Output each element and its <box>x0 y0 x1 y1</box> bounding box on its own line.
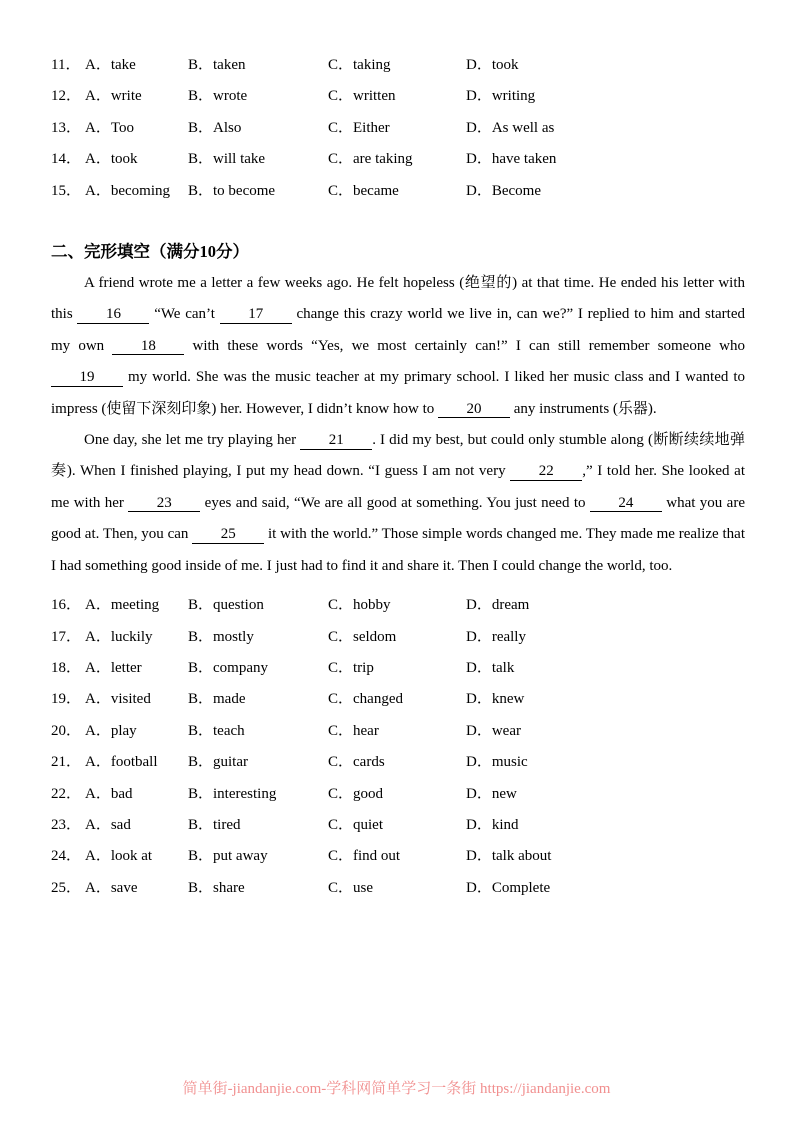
questions-16-25 <box>51 590 745 904</box>
option-a: A．letter <box>85 659 142 676</box>
question-number: 16． <box>51 597 82 614</box>
question-number: 22． <box>51 785 82 802</box>
question-number: 15． <box>51 182 82 199</box>
option-d: D．kind <box>466 816 519 833</box>
option-a: A．took <box>85 151 138 168</box>
option-a: A．becoming <box>85 182 170 199</box>
footer-watermark: 简单街-jiandanjie.com-学科网简单学习一条街 https://jiandanjie.com <box>182 1081 611 1097</box>
question-row <box>51 684 745 715</box>
question-number: 19． <box>51 691 82 708</box>
option-d: D．talk <box>466 659 515 676</box>
cloze-blank: 18 <box>112 338 184 356</box>
question-row <box>51 50 745 81</box>
question-row <box>51 716 745 747</box>
option-b: B．interesting <box>188 785 277 802</box>
question-number: 21． <box>51 754 82 771</box>
option-c: C．cards <box>328 754 385 771</box>
question-number: 23． <box>51 816 82 833</box>
option-b: B．taken <box>188 57 246 73</box>
cloze-passage <box>51 268 745 582</box>
option-d: D．knew <box>466 691 525 708</box>
questions-11-15 <box>51 50 745 207</box>
option-b: B．wrote <box>188 88 248 105</box>
question-number: 18． <box>51 659 82 676</box>
question-row <box>51 144 745 175</box>
question-row <box>51 590 745 621</box>
question-number: 12． <box>51 88 82 105</box>
option-c: C．hear <box>328 722 379 739</box>
option-a: A．save <box>85 879 138 896</box>
question-number: 24． <box>51 848 82 865</box>
option-d: D．took <box>466 57 519 73</box>
option-c: C．use <box>328 879 374 896</box>
option-b: B．made <box>188 691 246 708</box>
cloze-blank: 22 <box>510 463 582 481</box>
option-a: A．luckily <box>85 628 153 645</box>
option-b: B．Also <box>188 119 242 136</box>
option-b: B．teach <box>188 722 245 739</box>
passage-paragraph: One day, she let me try playing her 21 . I did my best, but could only stumble along (断断续续地弹奏). When I finished playing, I put my head down. “I guess I am not very 22 ,” I told her. She looked at me with her 23 eyes and said, “We are all good at something. You just need to 24 what you are good at. Then, you can 25 it with the world.” Those simple words changed me. They made me realize that I had something good inside of me. I just had to find it and share it. Then I could change the world, too. <box>51 432 745 574</box>
question-number: 11． <box>51 57 81 73</box>
option-d: D．new <box>466 785 517 802</box>
option-a: A．play <box>85 722 137 739</box>
question-number: 14． <box>51 151 82 168</box>
option-a: A．football <box>85 754 158 771</box>
question-row <box>51 810 745 841</box>
question-row <box>51 176 745 207</box>
option-d: D．have taken <box>466 151 557 168</box>
option-a: A．Too <box>85 119 134 136</box>
option-a: A．visited <box>85 691 151 708</box>
question-row <box>51 81 745 112</box>
option-a: A．bad <box>85 785 133 802</box>
question-row <box>51 113 745 144</box>
option-c: C．hobby <box>328 597 391 614</box>
option-b: B．guitar <box>188 754 248 771</box>
cloze-blank: 16 <box>77 306 149 324</box>
passage-paragraph: A friend wrote me a letter a few weeks ago. He felt hopeless (绝望的) at that time. He ended his letter with this 16 “We can’t 17 change this crazy world we live in, can we?” I replied to him and started my own 18 with these words “Yes, we most certainly can!” I can still remember someone who 19 my world. She was the music teacher at my primary school. I liked her music class and I wanted to impress (使留下深刻印象) her. However, I didn’t know how to 20 any instruments (乐器). <box>51 275 745 417</box>
option-b: B．share <box>188 879 245 896</box>
question-number: 25． <box>51 879 82 896</box>
option-b: B．mostly <box>188 628 254 645</box>
option-c: C．are taking <box>328 151 413 168</box>
option-b: B．company <box>188 659 268 676</box>
option-b: B．put away <box>188 848 268 865</box>
question-row <box>51 622 745 653</box>
question-row <box>51 747 745 778</box>
option-c: C．quiet <box>328 816 383 833</box>
cloze-blank: 20 <box>438 401 510 419</box>
cloze-blank: 21 <box>300 432 372 450</box>
option-c: C．written <box>328 88 396 105</box>
option-d: D．dream <box>466 597 530 614</box>
option-d: D．really <box>466 628 526 645</box>
option-d: D．writing <box>466 88 536 105</box>
option-d: D．talk about <box>466 848 552 865</box>
question-number: 13． <box>51 119 82 136</box>
option-c: C．trip <box>328 659 374 676</box>
question-row <box>51 841 745 872</box>
option-d: D．As well as <box>466 119 555 136</box>
option-a: A．write <box>85 88 142 105</box>
question-row <box>51 873 745 904</box>
cloze-blank: 24 <box>590 495 662 513</box>
option-a: A．look at <box>85 848 153 865</box>
option-b: B．tired <box>188 816 241 833</box>
option-c: C．taking <box>328 57 391 73</box>
option-c: C．became <box>328 182 399 199</box>
option-c: C．seldom <box>328 628 397 645</box>
section-b-title: 二、完形填空（满分10分） <box>51 242 249 262</box>
option-d: D．Complete <box>466 879 551 896</box>
option-b: B．question <box>188 597 264 614</box>
option-b: B．to become <box>188 182 276 199</box>
question-number: 17． <box>51 628 82 645</box>
cloze-blank: 19 <box>51 369 123 387</box>
cloze-blank: 17 <box>220 306 292 324</box>
option-b: B．will take <box>188 151 266 168</box>
cloze-blank: 25 <box>192 526 264 544</box>
cloze-blank: 23 <box>128 495 200 513</box>
option-c: C．good <box>328 785 384 802</box>
question-row <box>51 653 745 684</box>
option-d: D．music <box>466 754 528 771</box>
question-number: 20． <box>51 722 82 739</box>
option-a: A．meeting <box>85 597 160 614</box>
option-d: D．Become <box>466 182 541 199</box>
option-a: A．take <box>85 57 136 73</box>
option-c: C．Either <box>328 119 390 136</box>
option-c: C．find out <box>328 848 401 865</box>
option-a: A．sad <box>85 816 131 833</box>
option-c: C．changed <box>328 691 403 708</box>
option-d: D．wear <box>466 722 521 739</box>
question-row <box>51 779 745 810</box>
